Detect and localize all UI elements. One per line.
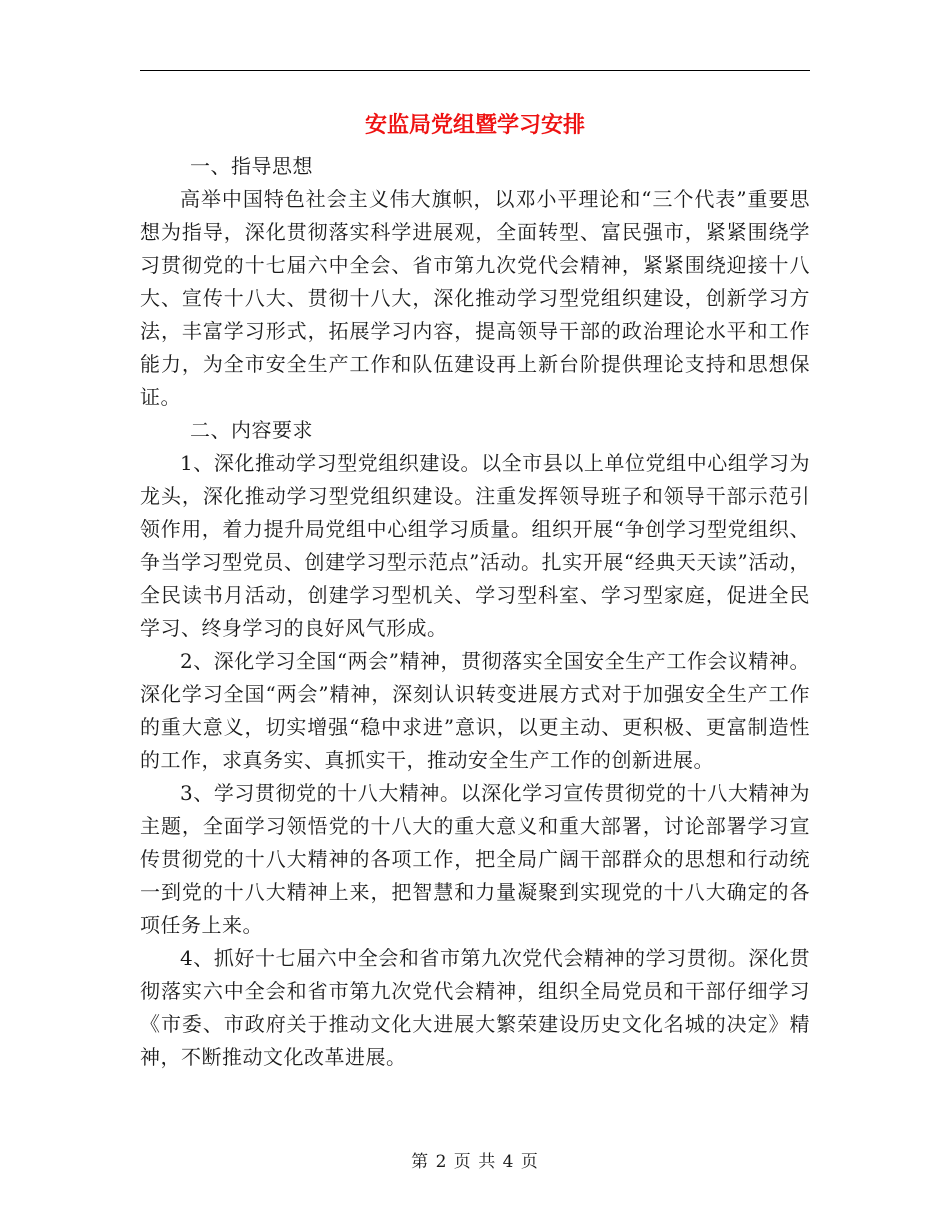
page-footer: 第 2 页 共 4 页 xyxy=(411,1152,539,1172)
header-rule xyxy=(140,70,810,71)
document-body xyxy=(140,150,810,1074)
paragraph: 4、抓好十七届六中全会和省市第九次党代会精神的学习贯彻。深化贯彻落实六中全会和省市第九次党代会精神，组织全局党员和干部仔细学习《市委、市政府关于推动文化大进展大繁荣建设历史文化名城的决定》精神，不断推动文化改革进展。 xyxy=(140,946,810,1069)
paragraph: 高举中国特色社会主义伟大旗帜，以邓小平理论和“三个代表”重要思想为指导，深化贯彻落实科学进展观，全面转型、富民强市，紧紧围绕学习贯彻党的十七届六中全会、省市第九次党代会精神，紧紧围绕迎接十八大、宣传十八大、贯彻十八大，深化推动学习型党组织建设，创新学习方法，丰富学习形式，拓展学习内容，提高领导干部的政治理论水平和工作能力，为全市安全生产工作和队伍建设再上新台阶提供理论支持和思想保证。 xyxy=(140,187,810,409)
section-heading: 一、指导思想 xyxy=(190,154,313,178)
paragraph: 1、深化推动学习型党组织建设。以全市县以上单位党组中心组学习为龙头，深化推动学习型党组织建设。注重发挥领导班子和领导干部示范引领作用，着力提升局党组中心组学习质量。组织开展“争创学习型党组织、争当学习型党员、创建学习型示范点”活动。扎实开展“经典天天读”活动，全民读书月活动，创建学习型机关、学习型科室、学习型家庭，促进全民学习、终身学习的良好风气形成。 xyxy=(140,451,810,640)
document-title: 安监局党组暨学习安排 xyxy=(364,113,585,138)
section-heading: 二、内容要求 xyxy=(190,418,313,442)
paragraph: 3、学习贯彻党的十八大精神。以深化学习宣传贯彻党的十八大精神为主题，全面学习领悟党的十八大的重大意义和重大部署，讨论部署学习宣传贯彻党的十八大精神的各项工作，把全局广阔干部群众的思想和行动统一到党的十八大精神上来，把智慧和力量凝聚到实现党的十八大确定的各项任务上来。 xyxy=(140,781,810,937)
paragraph: 2、深化学习全国“两会”精神，贯彻落实全国安全生产工作会议精神。深化学习全国“两会”精神，深刻认识转变进展方式对于加强安全生产工作的重大意义，切实增强“稳中求进”意识，以更主动、更积极、更富制造性的工作，求真务实、真抓实干，推动安全生产工作的创新进展。 xyxy=(140,649,810,772)
